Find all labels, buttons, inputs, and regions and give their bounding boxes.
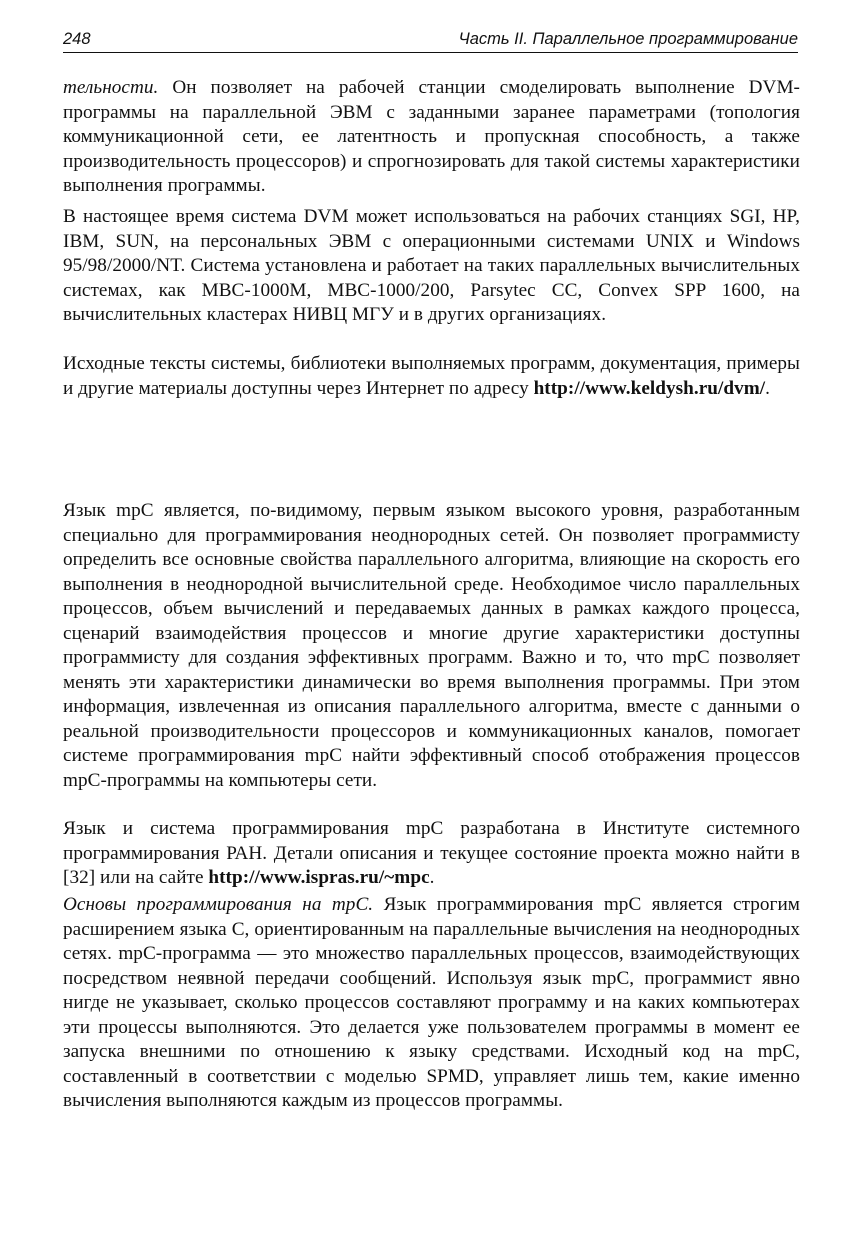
paragraph-dvm-sources [63, 352, 800, 401]
italic-lead-text: Основы программирования на mpC. [63, 894, 374, 915]
running-header [63, 30, 798, 53]
paragraph-text: Язык mpC является, по-видимому, первым языком высокого уровня, разработанным специально для программирования неоднородных сетей. Он позволяет программисту определить все основные свойства параллельного алгоритма, влияющие на скорость его выполнения в неоднородной вычислительной среде. Необходимое число параллельных процессов, объем вычислений и передаваемых данных в рамках каждого процесса, сценарий взаимодействия процессов и многие другие характеристики доступны программисту для создания эффективных программ. Важно и то, что mpC позволяет менять эти характеристики динамически во время выполнения программы. При этом информация, извлеченная из описания параллельного алгоритма, вместе с данными о реальной производительности процессоров и коммуникационных каналов, помогает системе программирования mpC найти эффективный способ отображения процессов mpC-программы на компьютеры сети. [63, 500, 800, 792]
paragraph-text: . [429, 867, 435, 889]
paragraph-text: Исходные тексты системы, библиотеки выполняемых программ, документация, примеры и другие материалы доступны через Интернет по адресу [63, 353, 800, 399]
paragraph-mpc-origin [63, 817, 800, 891]
url-text: http://www.keldysh.ru/dvm/ [533, 377, 766, 399]
page-number: 248 [63, 30, 91, 48]
url-text: http://www.ispras.ru/~mpc [208, 867, 430, 889]
italic-lead-text: тельности. [63, 77, 159, 98]
paragraph-mpc-intro [63, 499, 800, 794]
paragraph-text: Язык и система программирования mpC разработана в Институте системного программирования РАН. Детали описания и текущее состояние проекта можно найти в [32] или на сайте [63, 818, 800, 889]
running-title: Часть II. Параллельное программирование [458, 30, 798, 48]
paragraph-text: Он позволяет на рабочей станции смоделировать выполнение DVM-программы на параллельной ЭВМ с заданными заранее параметрами (топология коммуникационной сети, ее латентность и пропускная способность, а также производительность процессоров) и спрогнозировать для такой системы характеристики выполнения программы. [63, 77, 800, 197]
paragraph-text: В настоящее время система DVM может использоваться на рабочих станциях SGI, HP, IBM, SUN, на персональных ЭВМ с операционными системaми UNIX и Windows 95/98/2000/NT. Система установлена и работает на таких параллельных вычислительных системах, как МВС-1000М, МВС-1000/200, Parsytec CC, Convex SPP 1600, на вычислительных кластерах НИВЦ МГУ и в других организациях. [63, 206, 800, 326]
paragraph-dvm-predictor [63, 76, 800, 199]
paragraph-text: . [765, 377, 771, 399]
paragraph-mpc-basics [63, 893, 800, 1114]
paragraph-text: Язык программирования mpC является строгим расширением языка C, ориентированным на параллельные вычисления на неоднородных сетях. mpC-программа — это множество параллельных процессов, взаимодействующих посредством неявной передачи сообщений. Используя язык mpC, программист явно нигде не указывает, сколько процессов составляют программу и на каких компьютерах эти процессы выполняются. Это делается уже пользователем программы в момент ее запуска внешними по отношению к языку средствами. Исходный код на mpC, составленный в соответствии с моделью SPMD, управляет лишь тем, какие именно вычисления выполняются каждым из процессов программы. [63, 894, 800, 1112]
paragraph-dvm-platforms [63, 205, 800, 328]
